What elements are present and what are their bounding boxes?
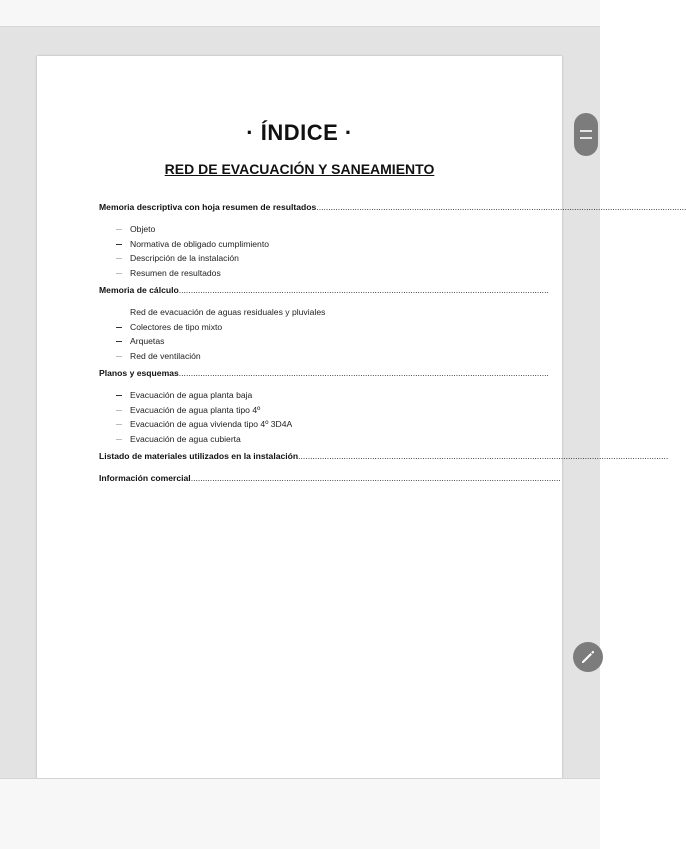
scroll-handle-icon: [580, 130, 592, 132]
toc-list: [99, 305, 479, 363]
dash-icon: [116, 424, 122, 425]
document-viewer[interactable]: [0, 27, 686, 778]
list-item: Evacuación de agua vivienda tipo 4º 3D4A: [99, 417, 479, 432]
list-item: Resumen de resultados: [99, 266, 479, 281]
pencil-icon: [580, 649, 596, 665]
dash-icon: [116, 356, 122, 357]
toc-list: [99, 222, 479, 280]
dash-icon: [116, 273, 122, 274]
dash-icon: [116, 410, 122, 411]
dash-icon: [116, 327, 122, 328]
dash-icon: [116, 244, 122, 245]
toc-heading: Memoria de cálculo...........................................................................................................................................................: [99, 285, 549, 295]
bottom-area: [0, 778, 600, 849]
dash-icon: [116, 341, 122, 342]
toc-heading: Memoria descriptiva con hoja resumen de resultados...........................................................................................................................................................: [99, 202, 686, 212]
list-item: Evacuación de agua cubierta: [99, 432, 479, 447]
toc-list: [99, 388, 479, 446]
dash-icon: [116, 258, 122, 259]
list-item: Descripción de la instalación: [99, 251, 479, 266]
dash-icon: [116, 395, 122, 396]
list-item: Colectores de tipo mixto: [99, 320, 479, 335]
edit-button[interactable]: [573, 642, 603, 672]
top-bar: [0, 0, 600, 27]
page-subtitle: RED DE EVACUACIÓN Y SANEAMIENTO: [164, 161, 435, 177]
list-item: Arquetas: [99, 334, 479, 349]
list-item: Evacuación de agua planta baja: [99, 388, 479, 403]
page-title: · ÍNDICE ·: [246, 120, 353, 145]
scroll-handle-icon: [580, 137, 592, 139]
table-of-contents: [99, 200, 686, 485]
list-item: Evacuación de agua planta tipo 4º: [99, 403, 479, 418]
scroll-handle[interactable]: [574, 113, 598, 156]
toc-heading: Listado de materiales utilizados en la instalación...........................................................................................................................................................: [99, 451, 669, 461]
document-page: [37, 56, 686, 799]
list-item: Red de evacuación de aguas residuales y pluviales: [130, 307, 326, 317]
dash-icon: [116, 229, 122, 230]
list-item: Red de ventilación: [99, 349, 479, 364]
dash-icon: [116, 439, 122, 440]
toc-heading: Información comercial...........................................................................................................................................................: [99, 473, 561, 483]
toc-heading: Planos y esquemas...........................................................................................................................................................: [99, 368, 549, 378]
list-item: Objeto: [99, 222, 479, 237]
list-item: Normativa de obligado cumplimiento: [99, 237, 479, 252]
